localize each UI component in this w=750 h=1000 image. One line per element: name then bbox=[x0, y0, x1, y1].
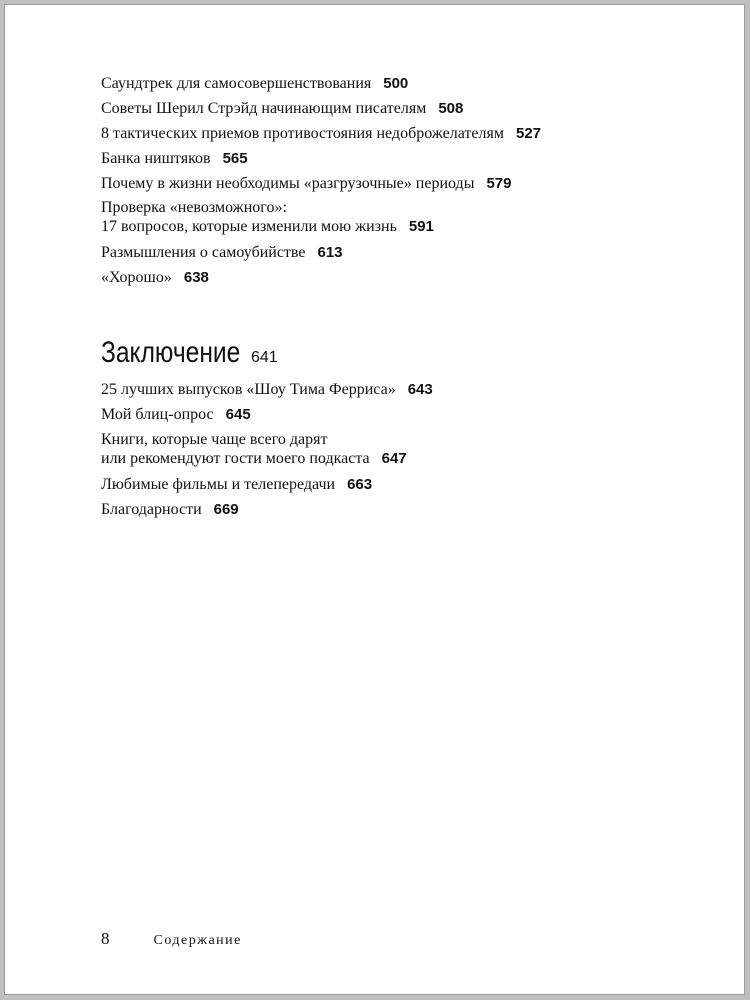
toc-entry bbox=[101, 380, 433, 400]
toc-entry-title-line1: Проверка «невозможного»: bbox=[101, 199, 287, 216]
section-heading-title: Заключение bbox=[101, 336, 241, 369]
toc-entry bbox=[101, 243, 343, 263]
toc-entry bbox=[101, 74, 408, 94]
toc-entry-title: 17 вопросов, которые изменили мою жизнь bbox=[101, 218, 397, 235]
toc-entry-page: 508 bbox=[438, 100, 464, 117]
page-footer bbox=[101, 929, 242, 949]
toc-entry bbox=[101, 124, 541, 144]
toc-entry bbox=[101, 217, 434, 237]
toc-entry-page: 647 bbox=[381, 450, 407, 467]
toc-entry bbox=[101, 405, 251, 425]
toc-entry-title: 25 лучших выпусков «Шоу Тима Ферриса» bbox=[101, 381, 396, 398]
section-heading-page: 641 bbox=[250, 349, 278, 366]
toc-entry-page: 645 bbox=[225, 406, 251, 423]
toc-entry-title-line1: Книги, которые чаще всего дарят bbox=[101, 431, 328, 448]
toc-entry-title: «Хорошо» bbox=[101, 269, 172, 286]
toc-entry-title: Саундтрек для самосовершенствования bbox=[101, 75, 372, 92]
toc-entry-title: 8 тактических приемов противостояния недоброжелателям bbox=[101, 125, 504, 142]
toc-entry-title: Почему в жизни необходимы «разгрузочные» периоды bbox=[101, 175, 475, 192]
toc-entry-page: 565 bbox=[222, 150, 248, 167]
toc-entry-title: или рекомендуют гости моего подкаста bbox=[101, 450, 370, 467]
toc-entry-title: Любимые фильмы и телепередачи bbox=[101, 476, 336, 493]
toc-entry-line1 bbox=[101, 198, 287, 218]
section-heading bbox=[101, 335, 278, 376]
toc-entry-page: 579 bbox=[486, 175, 512, 192]
running-head: Содержание bbox=[153, 933, 242, 948]
toc-entry bbox=[101, 500, 239, 520]
toc-entry-page: 500 bbox=[383, 75, 409, 92]
toc-entry-title: Благодарности bbox=[101, 501, 202, 518]
toc-entry-page: 663 bbox=[347, 476, 373, 493]
toc-entry bbox=[101, 149, 248, 169]
toc-entry bbox=[101, 99, 463, 119]
toc-entry-page: 613 bbox=[317, 244, 343, 261]
toc-entry bbox=[101, 268, 209, 288]
toc-entry-title: Размышления о самоубийстве bbox=[101, 244, 306, 261]
toc-entry-title: Мой блиц-опрос bbox=[101, 406, 214, 423]
page-number: 8 bbox=[101, 929, 110, 948]
toc-entry bbox=[101, 174, 511, 194]
toc-entry-page: 638 bbox=[183, 269, 209, 286]
toc-entry-page: 669 bbox=[213, 501, 239, 518]
toc-entry-page: 527 bbox=[515, 125, 542, 142]
toc-entry bbox=[101, 475, 372, 495]
book-page bbox=[4, 4, 745, 995]
toc-entry-page: 643 bbox=[407, 381, 433, 398]
toc-entry-line1 bbox=[101, 430, 328, 450]
toc-entry bbox=[101, 449, 407, 469]
toc-entry-page: 591 bbox=[408, 218, 434, 235]
toc-entry-title: Советы Шерил Стрэйд начинающим писателям bbox=[101, 100, 427, 117]
toc-entry-title: Банка ништяков bbox=[101, 150, 211, 167]
